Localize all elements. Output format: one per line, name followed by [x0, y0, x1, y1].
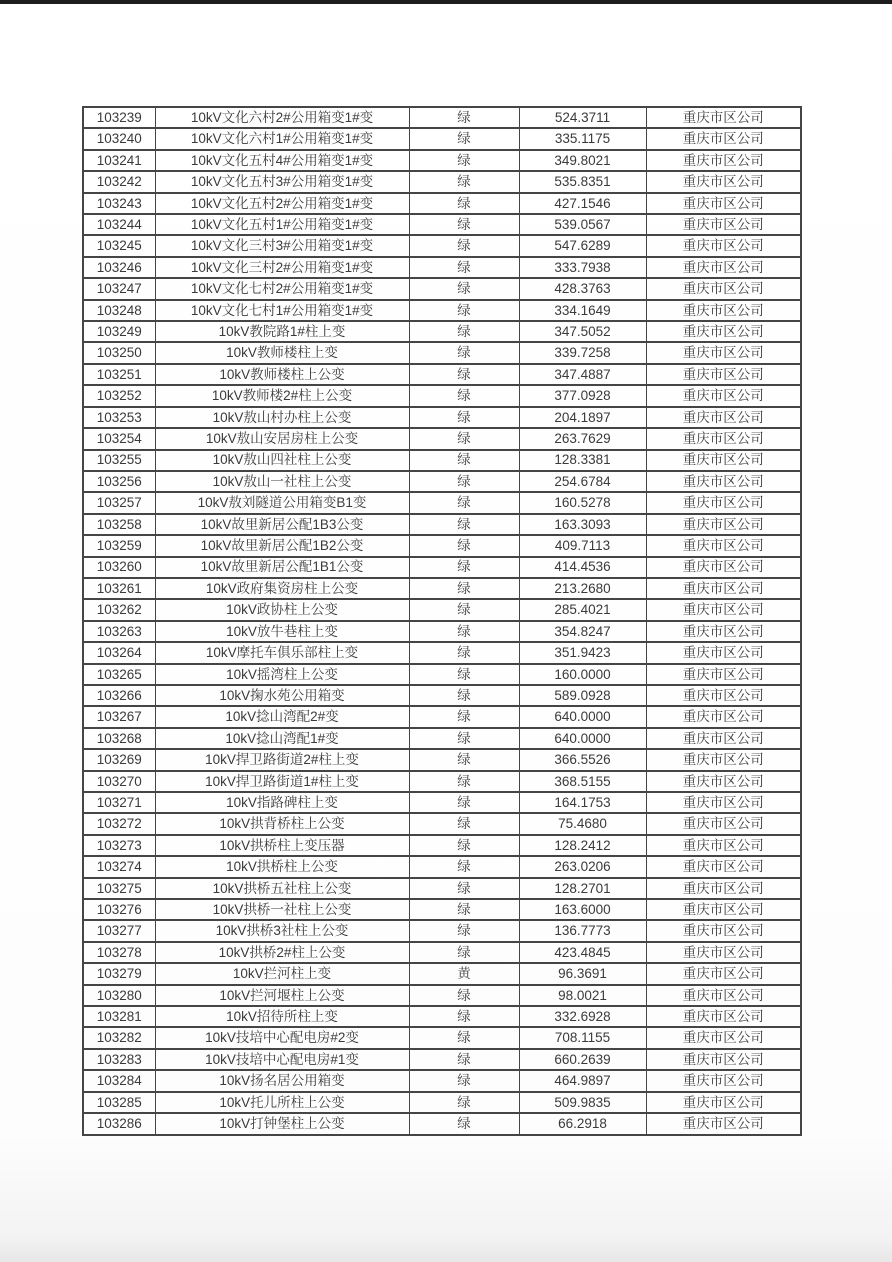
device-id-cell: 103268 [83, 728, 155, 749]
device-id-cell: 103245 [83, 235, 155, 256]
device-name-cell: 10kV拱桥柱上变压器 [155, 835, 409, 856]
company-cell: 重庆市区公司 [646, 107, 801, 128]
device-name-cell: 10kV教师楼柱上公变 [155, 364, 409, 385]
table-row [83, 599, 801, 620]
status-cell: 绿 [409, 535, 519, 556]
device-id-cell: 103286 [83, 1113, 155, 1135]
device-id-cell: 103244 [83, 214, 155, 235]
device-id-cell: 103264 [83, 642, 155, 663]
company-cell: 重庆市区公司 [646, 899, 801, 920]
device-name-cell: 10kV教师楼柱上变 [155, 342, 409, 363]
status-cell: 绿 [409, 193, 519, 214]
status-cell: 绿 [409, 813, 519, 834]
device-name-cell: 10kV捍卫路街道1#柱上变 [155, 771, 409, 792]
status-cell: 黄 [409, 963, 519, 984]
table-row [83, 364, 801, 385]
status-cell: 绿 [409, 150, 519, 171]
table-row [83, 492, 801, 513]
company-cell: 重庆市区公司 [646, 535, 801, 556]
device-name-cell: 10kV故里新居公配1B2公变 [155, 535, 409, 556]
company-cell: 重庆市区公司 [646, 128, 801, 149]
reading-cell: 213.2680 [519, 578, 646, 599]
device-id-cell: 103280 [83, 985, 155, 1006]
device-id-cell: 103239 [83, 107, 155, 128]
reading-cell: 96.3691 [519, 963, 646, 984]
device-name-cell: 10kV摩托车俱乐部柱上变 [155, 642, 409, 663]
table-row [83, 813, 801, 834]
company-cell: 重庆市区公司 [646, 728, 801, 749]
status-cell: 绿 [409, 835, 519, 856]
device-id-cell: 103267 [83, 706, 155, 727]
reading-cell: 509.9835 [519, 1092, 646, 1113]
device-name-cell: 10kV敖刘隧道公用箱变B1变 [155, 492, 409, 513]
device-name-cell: 10kV教院路1#柱上变 [155, 321, 409, 342]
reading-cell: 640.0000 [519, 706, 646, 727]
device-name-cell: 10kV拱桥柱上公变 [155, 856, 409, 877]
reading-cell: 349.8021 [519, 150, 646, 171]
device-id-cell: 103249 [83, 321, 155, 342]
company-cell: 重庆市区公司 [646, 878, 801, 899]
device-name-cell: 10kV放牛巷柱上变 [155, 621, 409, 642]
status-cell: 绿 [409, 664, 519, 685]
table-row [83, 792, 801, 813]
table-row [83, 642, 801, 663]
device-name-cell: 10kV文化六村1#公用箱变1#变 [155, 128, 409, 149]
status-cell: 绿 [409, 942, 519, 963]
status-cell: 绿 [409, 364, 519, 385]
status-cell: 绿 [409, 492, 519, 513]
table-row [83, 214, 801, 235]
reading-cell: 539.0567 [519, 214, 646, 235]
reading-cell: 366.5526 [519, 749, 646, 770]
table-row [83, 1092, 801, 1113]
table-row [83, 342, 801, 363]
device-id-cell: 103260 [83, 557, 155, 578]
reading-cell: 128.2701 [519, 878, 646, 899]
device-id-cell: 103277 [83, 920, 155, 941]
status-cell: 绿 [409, 856, 519, 877]
device-name-cell: 10kV拦河柱上变 [155, 963, 409, 984]
device-name-cell: 10kV扬名居公用箱变 [155, 1070, 409, 1091]
company-cell: 重庆市区公司 [646, 1006, 801, 1027]
device-name-cell: 10kV摇湾柱上公变 [155, 664, 409, 685]
device-id-cell: 103256 [83, 471, 155, 492]
company-cell: 重庆市区公司 [646, 1113, 801, 1135]
device-name-cell: 10kV敖山一社柱上公变 [155, 471, 409, 492]
reading-cell: 334.1649 [519, 300, 646, 321]
reading-cell: 164.1753 [519, 792, 646, 813]
company-cell: 重庆市区公司 [646, 942, 801, 963]
device-id-cell: 103273 [83, 835, 155, 856]
device-id-cell: 103258 [83, 514, 155, 535]
company-cell: 重庆市区公司 [646, 300, 801, 321]
status-cell: 绿 [409, 171, 519, 192]
device-id-cell: 103265 [83, 664, 155, 685]
device-name-cell: 10kV捍卫路街道2#柱上变 [155, 749, 409, 770]
status-cell: 绿 [409, 920, 519, 941]
table-row [83, 171, 801, 192]
status-cell: 绿 [409, 1006, 519, 1027]
reading-cell: 589.0928 [519, 685, 646, 706]
device-id-cell: 103272 [83, 813, 155, 834]
table-row [83, 428, 801, 449]
table-row [83, 664, 801, 685]
company-cell: 重庆市区公司 [646, 278, 801, 299]
status-cell: 绿 [409, 685, 519, 706]
reading-cell: 660.2639 [519, 1049, 646, 1070]
table-row [83, 150, 801, 171]
device-name-cell: 10kV拦河堰柱上公变 [155, 985, 409, 1006]
table-row [83, 942, 801, 963]
status-cell: 绿 [409, 1070, 519, 1091]
reading-cell: 377.0928 [519, 385, 646, 406]
reading-cell: 254.6784 [519, 471, 646, 492]
table-row [83, 1113, 801, 1135]
status-cell: 绿 [409, 428, 519, 449]
status-cell: 绿 [409, 771, 519, 792]
device-name-cell: 10kV技培中心配电房#1变 [155, 1049, 409, 1070]
status-cell: 绿 [409, 1049, 519, 1070]
device-id-cell: 103274 [83, 856, 155, 877]
company-cell: 重庆市区公司 [646, 578, 801, 599]
device-name-cell: 10kV指路碑柱上变 [155, 792, 409, 813]
device-id-cell: 103278 [83, 942, 155, 963]
table-row [83, 385, 801, 406]
status-cell: 绿 [409, 385, 519, 406]
reading-cell: 428.3763 [519, 278, 646, 299]
device-name-cell: 10kV文化五村3#公用箱变1#变 [155, 171, 409, 192]
reading-cell: 98.0021 [519, 985, 646, 1006]
reading-cell: 160.5278 [519, 492, 646, 513]
reading-cell: 640.0000 [519, 728, 646, 749]
device-id-cell: 103241 [83, 150, 155, 171]
reading-cell: 136.7773 [519, 920, 646, 941]
device-id-cell: 103252 [83, 385, 155, 406]
status-cell: 绿 [409, 749, 519, 770]
table-row [83, 235, 801, 256]
device-id-cell: 103284 [83, 1070, 155, 1091]
device-name-cell: 10kV拱桥3社柱上公变 [155, 920, 409, 941]
device-id-cell: 103266 [83, 685, 155, 706]
device-id-cell: 103282 [83, 1027, 155, 1048]
reading-cell: 332.6928 [519, 1006, 646, 1027]
device-id-cell: 103271 [83, 792, 155, 813]
device-id-cell: 103269 [83, 749, 155, 770]
company-cell: 重庆市区公司 [646, 856, 801, 877]
status-cell: 绿 [409, 621, 519, 642]
device-id-cell: 103250 [83, 342, 155, 363]
device-id-cell: 103279 [83, 963, 155, 984]
table-row [83, 963, 801, 984]
device-id-cell: 103259 [83, 535, 155, 556]
device-name-cell: 10kV文化五村1#公用箱变1#变 [155, 214, 409, 235]
status-cell: 绿 [409, 128, 519, 149]
company-cell: 重庆市区公司 [646, 985, 801, 1006]
table-row [83, 920, 801, 941]
device-id-cell: 103240 [83, 128, 155, 149]
company-cell: 重庆市区公司 [646, 557, 801, 578]
status-cell: 绿 [409, 557, 519, 578]
reading-cell: 66.2918 [519, 1113, 646, 1135]
device-name-cell: 10kV拱桥五社柱上公变 [155, 878, 409, 899]
company-cell: 重庆市区公司 [646, 792, 801, 813]
device-table-body [83, 107, 801, 1135]
company-cell: 重庆市区公司 [646, 813, 801, 834]
device-name-cell: 10kV政府集资房柱上公变 [155, 578, 409, 599]
table-row [83, 321, 801, 342]
device-name-cell: 10kV捻山湾配1#变 [155, 728, 409, 749]
reading-cell: 263.7629 [519, 428, 646, 449]
table-row [83, 278, 801, 299]
table-row [83, 557, 801, 578]
company-cell: 重庆市区公司 [646, 235, 801, 256]
device-name-cell: 10kV文化三村2#公用箱变1#变 [155, 257, 409, 278]
device-name-cell: 10kV文化五村4#公用箱变1#变 [155, 150, 409, 171]
table-row [83, 749, 801, 770]
table-row [83, 856, 801, 877]
table-row [83, 771, 801, 792]
status-cell: 绿 [409, 728, 519, 749]
device-id-cell: 103248 [83, 300, 155, 321]
device-name-cell: 10kV拱桥2#柱上公变 [155, 942, 409, 963]
reading-cell: 163.6000 [519, 899, 646, 920]
reading-cell: 354.8247 [519, 621, 646, 642]
table-row [83, 300, 801, 321]
device-id-cell: 103247 [83, 278, 155, 299]
reading-cell: 464.9897 [519, 1070, 646, 1091]
device-name-cell: 10kV文化五村2#公用箱变1#变 [155, 193, 409, 214]
company-cell: 重庆市区公司 [646, 407, 801, 428]
reading-cell: 128.2412 [519, 835, 646, 856]
table-row [83, 128, 801, 149]
status-cell: 绿 [409, 1092, 519, 1113]
device-name-cell: 10kV敖山安居房柱上公变 [155, 428, 409, 449]
table-row [83, 107, 801, 128]
company-cell: 重庆市区公司 [646, 920, 801, 941]
company-cell: 重庆市区公司 [646, 471, 801, 492]
device-name-cell: 10kV拱桥一社柱上公变 [155, 899, 409, 920]
device-table [82, 106, 802, 1136]
table-row [83, 193, 801, 214]
company-cell: 重庆市区公司 [646, 385, 801, 406]
company-cell: 重庆市区公司 [646, 642, 801, 663]
table-row [83, 257, 801, 278]
company-cell: 重庆市区公司 [646, 257, 801, 278]
company-cell: 重庆市区公司 [646, 193, 801, 214]
device-id-cell: 103253 [83, 407, 155, 428]
device-name-cell: 10kV文化六村2#公用箱变1#变 [155, 107, 409, 128]
status-cell: 绿 [409, 107, 519, 128]
device-name-cell: 10kV敖山村办柱上公变 [155, 407, 409, 428]
device-name-cell: 10kV技培中心配电房#2变 [155, 1027, 409, 1048]
reading-cell: 75.4680 [519, 813, 646, 834]
company-cell: 重庆市区公司 [646, 321, 801, 342]
device-id-cell: 103285 [83, 1092, 155, 1113]
company-cell: 重庆市区公司 [646, 1092, 801, 1113]
company-cell: 重庆市区公司 [646, 771, 801, 792]
reading-cell: 409.7113 [519, 535, 646, 556]
company-cell: 重庆市区公司 [646, 150, 801, 171]
table-row [83, 878, 801, 899]
table-row [83, 450, 801, 471]
status-cell: 绿 [409, 321, 519, 342]
table-row [83, 535, 801, 556]
status-cell: 绿 [409, 1027, 519, 1048]
status-cell: 绿 [409, 278, 519, 299]
table-row [83, 471, 801, 492]
status-cell: 绿 [409, 235, 519, 256]
reading-cell: 368.5155 [519, 771, 646, 792]
reading-cell: 163.3093 [519, 514, 646, 535]
company-cell: 重庆市区公司 [646, 599, 801, 620]
status-cell: 绿 [409, 1113, 519, 1135]
company-cell: 重庆市区公司 [646, 685, 801, 706]
status-cell: 绿 [409, 985, 519, 1006]
status-cell: 绿 [409, 899, 519, 920]
device-name-cell: 10kV文化三村3#公用箱变1#变 [155, 235, 409, 256]
status-cell: 绿 [409, 257, 519, 278]
reading-cell: 535.8351 [519, 171, 646, 192]
company-cell: 重庆市区公司 [646, 1027, 801, 1048]
reading-cell: 128.3381 [519, 450, 646, 471]
device-name-cell: 10kV拱背桥柱上公变 [155, 813, 409, 834]
device-id-cell: 103243 [83, 193, 155, 214]
reading-cell: 333.7938 [519, 257, 646, 278]
device-name-cell: 10kV教师楼2#柱上公变 [155, 385, 409, 406]
device-id-cell: 103263 [83, 621, 155, 642]
reading-cell: 547.6289 [519, 235, 646, 256]
table-row [83, 407, 801, 428]
device-name-cell: 10kV掬水苑公用箱变 [155, 685, 409, 706]
table-row [83, 1049, 801, 1070]
table-row [83, 578, 801, 599]
device-name-cell: 10kV捻山湾配2#变 [155, 706, 409, 727]
table-row [83, 835, 801, 856]
device-id-cell: 103270 [83, 771, 155, 792]
reading-cell: 285.4021 [519, 599, 646, 620]
status-cell: 绿 [409, 578, 519, 599]
reading-cell: 423.4845 [519, 942, 646, 963]
reading-cell: 347.4887 [519, 364, 646, 385]
device-id-cell: 103276 [83, 899, 155, 920]
status-cell: 绿 [409, 878, 519, 899]
top-edge-bar [0, 0, 892, 4]
table-row [83, 728, 801, 749]
table-row [83, 706, 801, 727]
reading-cell: 204.1897 [519, 407, 646, 428]
device-name-cell: 10kV文化七村2#公用箱变1#变 [155, 278, 409, 299]
company-cell: 重庆市区公司 [646, 364, 801, 385]
reading-cell: 427.1546 [519, 193, 646, 214]
status-cell: 绿 [409, 342, 519, 363]
status-cell: 绿 [409, 706, 519, 727]
reading-cell: 351.9423 [519, 642, 646, 663]
company-cell: 重庆市区公司 [646, 749, 801, 770]
device-name-cell: 10kV故里新居公配1B1公变 [155, 557, 409, 578]
device-id-cell: 103242 [83, 171, 155, 192]
status-cell: 绿 [409, 599, 519, 620]
device-name-cell: 10kV政协柱上公变 [155, 599, 409, 620]
status-cell: 绿 [409, 300, 519, 321]
reading-cell: 414.4536 [519, 557, 646, 578]
reading-cell: 524.3711 [519, 107, 646, 128]
reading-cell: 708.1155 [519, 1027, 646, 1048]
device-id-cell: 103251 [83, 364, 155, 385]
reading-cell: 263.0206 [519, 856, 646, 877]
device-id-cell: 103255 [83, 450, 155, 471]
table-row [83, 899, 801, 920]
device-id-cell: 103254 [83, 428, 155, 449]
company-cell: 重庆市区公司 [646, 171, 801, 192]
company-cell: 重庆市区公司 [646, 342, 801, 363]
status-cell: 绿 [409, 642, 519, 663]
table-row [83, 985, 801, 1006]
table-row [83, 514, 801, 535]
company-cell: 重庆市区公司 [646, 450, 801, 471]
table-row [83, 1006, 801, 1027]
reading-cell: 339.7258 [519, 342, 646, 363]
table-row [83, 1027, 801, 1048]
table-row [83, 621, 801, 642]
company-cell: 重庆市区公司 [646, 963, 801, 984]
reading-cell: 335.1175 [519, 128, 646, 149]
device-id-cell: 103257 [83, 492, 155, 513]
reading-cell: 160.0000 [519, 664, 646, 685]
device-name-cell: 10kV敖山四社柱上公变 [155, 450, 409, 471]
device-id-cell: 103262 [83, 599, 155, 620]
status-cell: 绿 [409, 214, 519, 235]
company-cell: 重庆市区公司 [646, 514, 801, 535]
device-id-cell: 103246 [83, 257, 155, 278]
company-cell: 重庆市区公司 [646, 664, 801, 685]
device-id-cell: 103275 [83, 878, 155, 899]
device-id-cell: 103283 [83, 1049, 155, 1070]
company-cell: 重庆市区公司 [646, 492, 801, 513]
company-cell: 重庆市区公司 [646, 214, 801, 235]
status-cell: 绿 [409, 514, 519, 535]
reading-cell: 347.5052 [519, 321, 646, 342]
table-row [83, 1070, 801, 1091]
device-id-cell: 103261 [83, 578, 155, 599]
status-cell: 绿 [409, 471, 519, 492]
device-name-cell: 10kV打钟堡柱上公变 [155, 1113, 409, 1135]
device-name-cell: 10kV故里新居公配1B3公变 [155, 514, 409, 535]
company-cell: 重庆市区公司 [646, 706, 801, 727]
status-cell: 绿 [409, 407, 519, 428]
company-cell: 重庆市区公司 [646, 1070, 801, 1091]
company-cell: 重庆市区公司 [646, 835, 801, 856]
device-name-cell: 10kV招待所柱上变 [155, 1006, 409, 1027]
company-cell: 重庆市区公司 [646, 1049, 801, 1070]
table-row [83, 685, 801, 706]
company-cell: 重庆市区公司 [646, 621, 801, 642]
device-id-cell: 103281 [83, 1006, 155, 1027]
device-name-cell: 10kV托儿所柱上公变 [155, 1092, 409, 1113]
device-name-cell: 10kV文化七村1#公用箱变1#变 [155, 300, 409, 321]
status-cell: 绿 [409, 450, 519, 471]
company-cell: 重庆市区公司 [646, 428, 801, 449]
status-cell: 绿 [409, 792, 519, 813]
